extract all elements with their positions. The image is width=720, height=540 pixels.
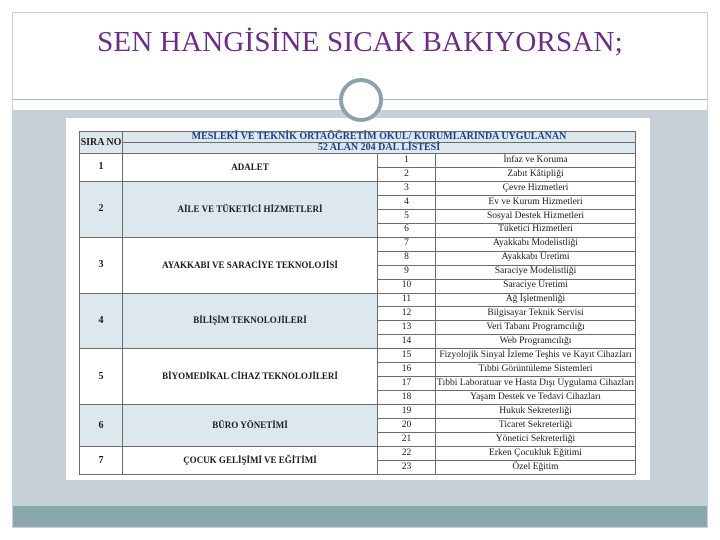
- dal-name-cell: Ayakkabı Modelistliği: [436, 237, 636, 251]
- table-row: [80, 154, 636, 168]
- header-sira-no: SIRA NO: [80, 132, 123, 154]
- dal-number-cell: 9: [378, 265, 436, 279]
- dal-number-cell: 20: [378, 419, 436, 433]
- dal-name-cell: Web Programcılığı: [436, 335, 636, 349]
- table-header-row: [80, 132, 636, 143]
- dal-number-cell: 10: [378, 279, 436, 293]
- dal-name-cell: Yaşam Destek ve Tedavi Cihazları: [436, 391, 636, 405]
- area-number-cell: 7: [80, 447, 123, 475]
- area-name-cell: BÜRO YÖNETİMİ: [123, 405, 378, 447]
- dal-name-cell: Tüketici Hizmetleri: [436, 223, 636, 237]
- program-list-table: [79, 131, 636, 475]
- table-row: [80, 405, 636, 419]
- dal-number-cell: 5: [378, 209, 436, 223]
- dal-number-cell: 2: [378, 167, 436, 181]
- area-number-cell: 1: [80, 154, 123, 182]
- header-title-line2: 52 ALAN 204 DAL LİSTESİ: [123, 143, 636, 154]
- dal-number-cell: 15: [378, 349, 436, 363]
- dal-name-cell: Özel Eğitim: [436, 460, 636, 474]
- dal-name-cell: Ayakkabı Üretimi: [436, 251, 636, 265]
- dal-name-cell: Hukuk Sekreterliği: [436, 405, 636, 419]
- table-body: [80, 154, 636, 475]
- dal-name-cell: Sosyal Destek Hizmetleri: [436, 209, 636, 223]
- area-name-cell: BİLİŞİM TEKNOLOJİLERİ: [123, 293, 378, 349]
- area-number-cell: 4: [80, 293, 123, 349]
- dal-number-cell: 21: [378, 433, 436, 447]
- table-row: [80, 181, 636, 195]
- dal-number-cell: 18: [378, 391, 436, 405]
- dal-name-cell: Ticaret Sekreterliği: [436, 419, 636, 433]
- dal-number-cell: 6: [378, 223, 436, 237]
- table-header-row: [80, 143, 636, 154]
- header-title-line1: MESLEKİ VE TEKNİK ORTAÖĞRETİM OKUL/ KURUMLARINDA UYGULANAN: [123, 132, 636, 143]
- dal-name-cell: Yönetici Sekreterliği: [436, 433, 636, 447]
- slide-title: SEN HANGİSİNE SICAK BAKIYORSAN;: [97, 26, 623, 58]
- dal-number-cell: 8: [378, 251, 436, 265]
- program-list-table-image: [66, 118, 650, 480]
- dal-name-cell: Saraciye Üretimi: [436, 279, 636, 293]
- area-name-cell: AİLE VE TÜKETİCİ HİZMETLERİ: [123, 181, 378, 237]
- footer-bar: [13, 506, 707, 527]
- area-name-cell: BİYOMEDİKAL CİHAZ TEKNOLOJİLERİ: [123, 349, 378, 405]
- area-name-cell: ÇOCUK GELİŞİMİ VE EĞİTİMİ: [123, 447, 378, 475]
- dal-number-cell: 1: [378, 154, 436, 168]
- dal-name-cell: Zabıt Kâtipliği: [436, 167, 636, 181]
- area-name-cell: AYAKKABI VE SARACİYE TEKNOLOJİSİ: [123, 237, 378, 293]
- area-name-cell: ADALET: [123, 154, 378, 182]
- dal-number-cell: 22: [378, 447, 436, 461]
- dal-number-cell: 4: [378, 195, 436, 209]
- dal-name-cell: Saraciye Modelistliği: [436, 265, 636, 279]
- dal-number-cell: 11: [378, 293, 436, 307]
- dal-name-cell: Fizyolojik Sinyal İzleme Teşhis ve Kayıt Cihazları: [436, 349, 636, 363]
- area-number-cell: 5: [80, 349, 123, 405]
- area-number-cell: 2: [80, 181, 123, 237]
- dal-number-cell: 3: [378, 181, 436, 195]
- dal-number-cell: 19: [378, 405, 436, 419]
- dal-number-cell: 16: [378, 363, 436, 377]
- dal-number-cell: 23: [378, 460, 436, 474]
- dal-number-cell: 12: [378, 307, 436, 321]
- dal-number-cell: 17: [378, 377, 436, 391]
- dal-name-cell: Ağ İşletmenliği: [436, 293, 636, 307]
- area-number-cell: 6: [80, 405, 123, 447]
- dal-name-cell: Veri Tabanı Programcılığı: [436, 321, 636, 335]
- dal-name-cell: Ev ve Kurum Hizmetleri: [436, 195, 636, 209]
- table-row: [80, 447, 636, 461]
- dal-number-cell: 13: [378, 321, 436, 335]
- divider-circle-ornament: [339, 78, 383, 122]
- dal-name-cell: Çevre Hizmetleri: [436, 181, 636, 195]
- area-number-cell: 3: [80, 237, 123, 293]
- table-row: [80, 293, 636, 307]
- dal-name-cell: Tıbbi Görüntüleme Sistemleri: [436, 363, 636, 377]
- dal-name-cell: Bilgisayar Teknik Servisi: [436, 307, 636, 321]
- dal-number-cell: 14: [378, 335, 436, 349]
- dal-name-cell: Erken Çocukluk Eğitimi: [436, 447, 636, 461]
- dal-name-cell: Tıbbi Laboratuar ve Hasta Dışı Uygulama Cihazları: [436, 377, 636, 391]
- dal-number-cell: 7: [378, 237, 436, 251]
- table-row: [80, 349, 636, 363]
- dal-name-cell: İnfaz ve Koruma: [436, 154, 636, 168]
- table-row: [80, 237, 636, 251]
